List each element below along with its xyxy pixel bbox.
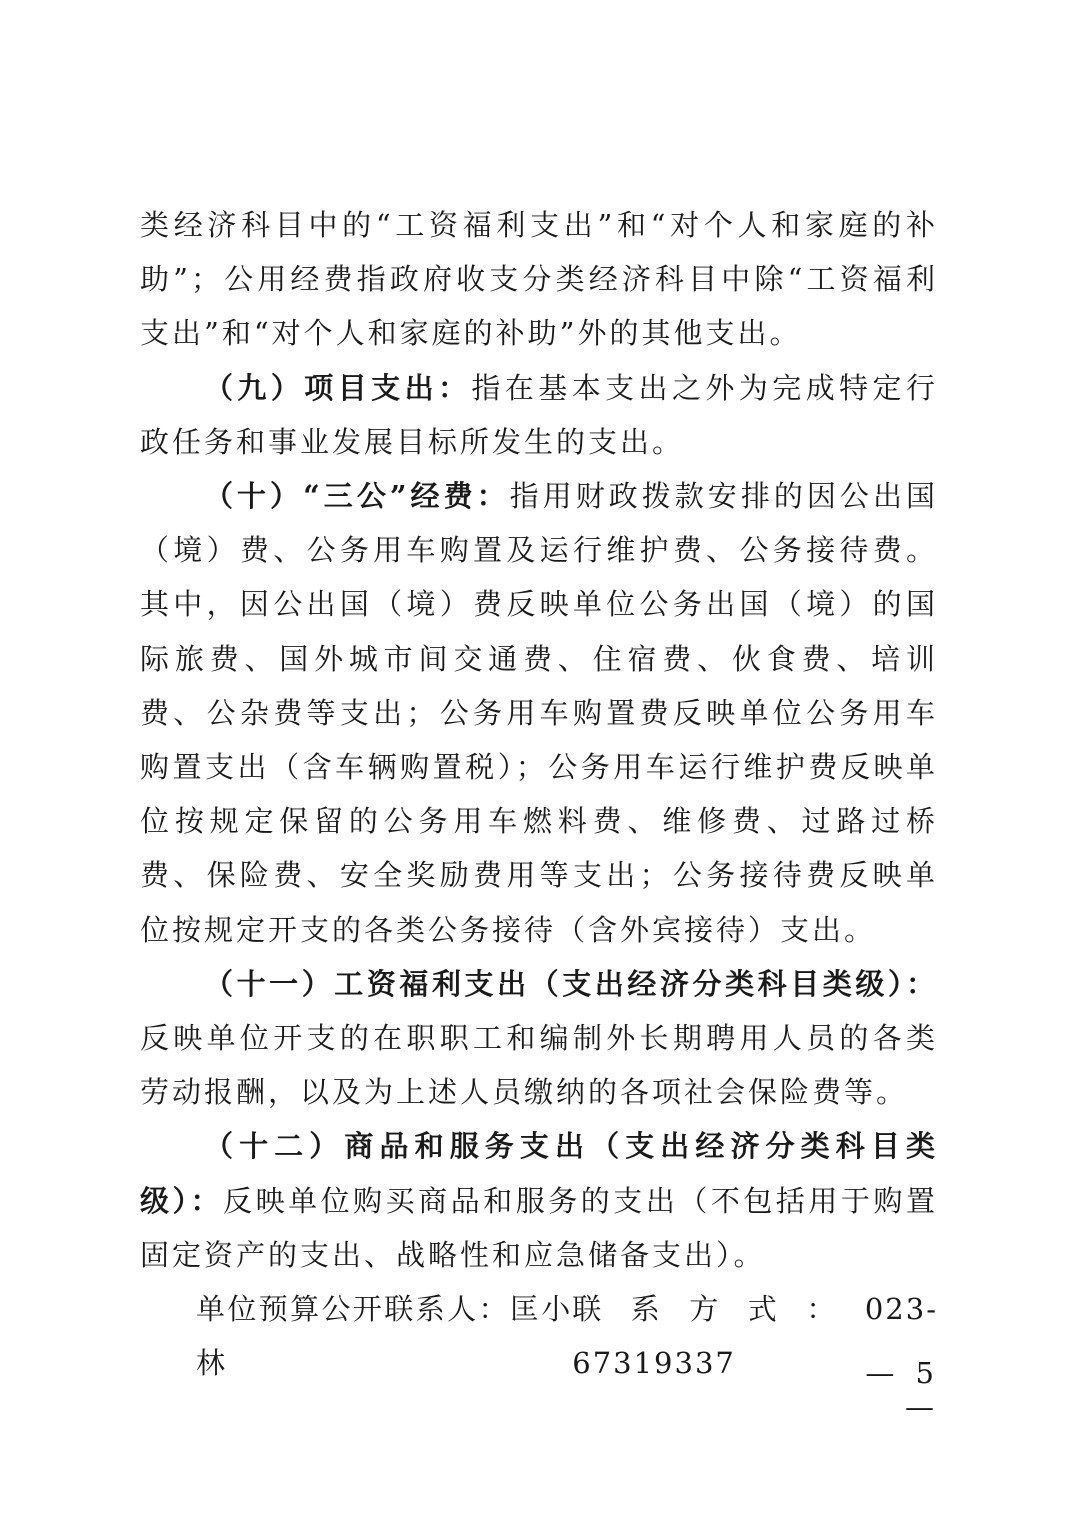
paragraph-wage-welfare-expenditure — [140, 957, 938, 1120]
section-body-12: 反映单位购买商品和服务的支出（不包括用于购置固定资产的支出、战略性和应急储备支出）。 — [140, 1183, 938, 1272]
paragraph-goods-services-expenditure — [140, 1119, 938, 1282]
paragraph-project-expenditure — [140, 361, 938, 469]
section-heading-9: （九）项目支出： — [204, 370, 472, 405]
contact-line — [140, 1282, 938, 1390]
paragraph-public-expense-definition: 类经济科目中的“工资福利支出”和“对个人和家庭的补助”；公用经费指政府收支分类经济科目中除“工资福利支出”和“对个人和家庭的补助”外的其他支出。 — [140, 208, 938, 351]
contact-person: 单位预算公开联系人：匡小林 — [196, 1292, 573, 1381]
section-heading-10: （十）“三公”经费： — [204, 479, 510, 514]
section-body-10: 指用财政拨款安排的因公出国（境）费、公务用车购置及运行维护费、公务接待费。其中，因公出国（境）费反映单位公务出国（境）的国际旅费、国外城市间交通费、住宿费、伙食费、培训费、公杂费等支出；公务用车购置费反映单位公务用车购置支出（含车辆购置税）；公务用车运行维护费反映单位按规定保留的公务用车燃料费、维修费、过路过桥费、保险费、安全奖励费用等支出；公务接待费反映单位按规定开支的各类公务接待（含外宾接待）支出。 — [140, 479, 938, 947]
section-heading-11: （十一）工资福利支出（支出经济分类科目类级）： — [204, 966, 938, 1001]
section-body-9: 指在基本支出之外为完成特定行政任务和事业发展目标所发生的支出。 — [140, 370, 938, 459]
contact-phone: 联系方式：023-67319337 — [572, 1292, 938, 1381]
section-heading-12: （十二）商品和服务支出（支出经济分类科目类级）： — [140, 1129, 938, 1218]
document-body — [140, 198, 938, 1390]
section-body-11: 反映单位开支的在职职工和编制外长期聘用人员的各类劳动报酬，以及为上述人员缴纳的各项社会保险费等。 — [140, 1021, 938, 1110]
page-number: — 5 — — [865, 1356, 940, 1424]
paragraph-three-public-expenses — [140, 469, 938, 957]
